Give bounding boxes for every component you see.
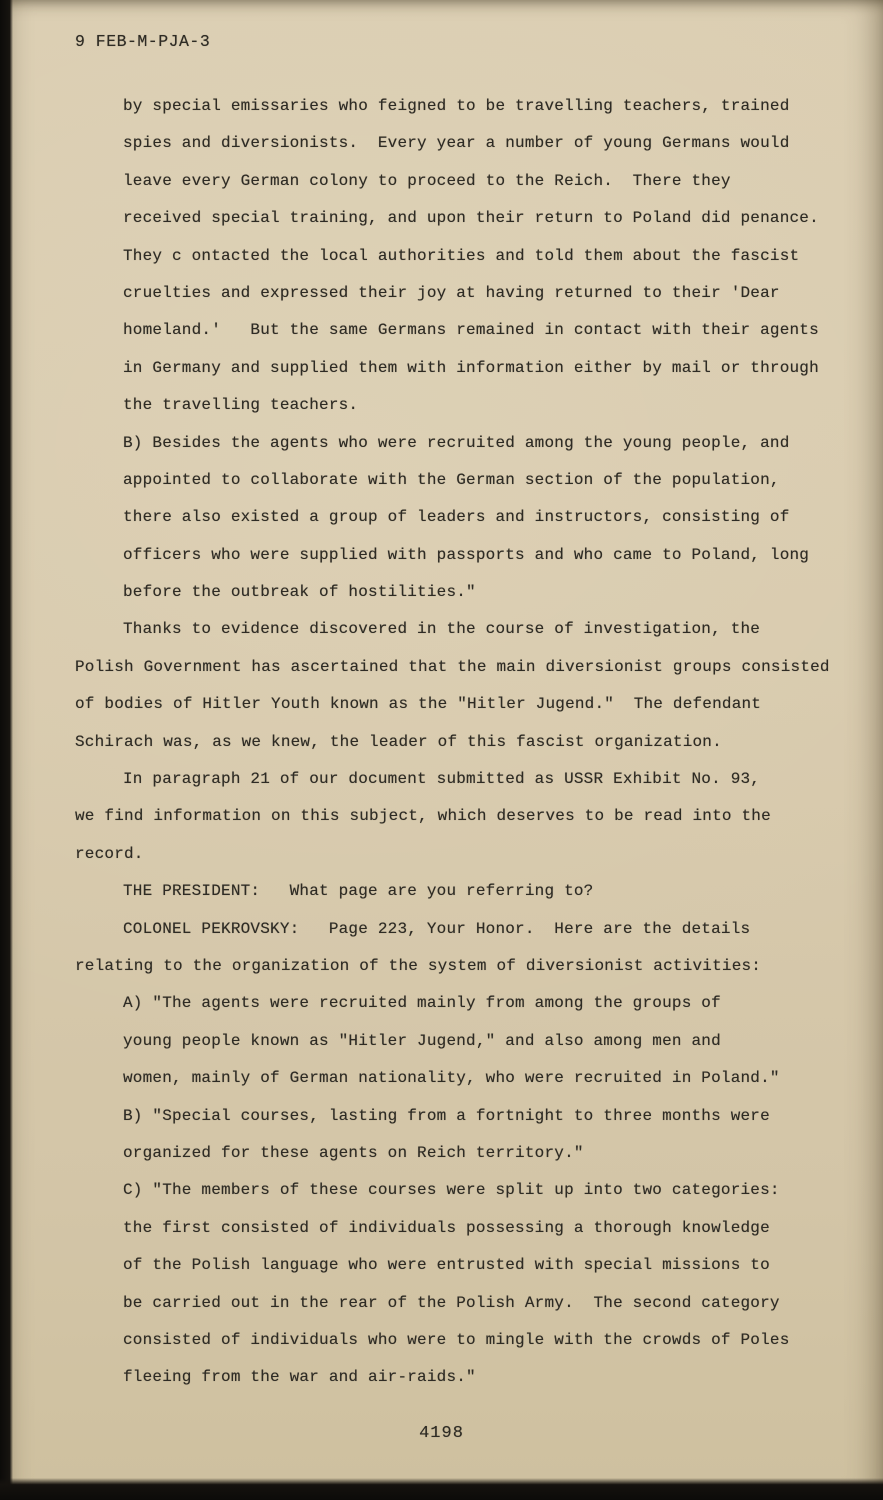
document-line: relating to the organization of the system of diversionist activities: xyxy=(75,956,762,975)
document-line: of bodies of Hitler Youth known as the "Hitler Jugend." The defendant xyxy=(75,695,762,714)
document-line: homeland.' But the same Germans remained in contact with their agents xyxy=(123,321,819,340)
page-number: 4198 xyxy=(419,1424,464,1443)
document-line: Schirach was, as we knew, the leader of this fascist organization. xyxy=(75,732,722,751)
document-line: Thanks to evidence discovered in the course of investigation, the xyxy=(123,620,761,639)
document-line: A) "The agents were recruited mainly from among the groups of xyxy=(123,994,721,1013)
document-line: In paragraph 21 of our document submitted as USSR Exhibit No. 93, xyxy=(123,770,761,789)
document-line: received special training, and upon their return to Poland did penance. xyxy=(123,209,819,228)
document-line: fleeing from the war and air-raids." xyxy=(123,1368,476,1387)
document-line: we find information on this subject, which deserves to be read into the xyxy=(75,807,771,826)
document-line: They c ontacted the local authorities and told them about the fascist xyxy=(123,246,800,265)
document-line: record. xyxy=(75,844,144,863)
document-line: C) "The members of these courses were split up into two categories: xyxy=(123,1181,780,1200)
document-line: there also existed a group of leaders and instructors, consisting of xyxy=(123,508,790,527)
document-line: before the outbreak of hostilities." xyxy=(123,583,476,602)
document-line: organized for these agents on Reich territory." xyxy=(123,1143,584,1162)
document-line: THE PRESIDENT: What page are you referring to? xyxy=(123,882,594,901)
document-line: cruelties and expressed their joy at having returned to their 'Dear xyxy=(123,283,780,302)
document-line: of the Polish language who were entrusted with special missions to xyxy=(123,1256,770,1275)
document-body xyxy=(75,88,835,1397)
document-line: Polish Government has ascertained that the main diversionist groups consisted xyxy=(75,657,830,676)
document-line: appointed to collaborate with the German section of the population, xyxy=(123,470,780,489)
document-line: spies and diversionists. Every year a number of young Germans would xyxy=(123,134,790,153)
document-line: consisted of individuals who were to mingle with the crowds of Poles xyxy=(123,1330,790,1349)
scan-edge-left xyxy=(0,0,13,1500)
document-line: B) Besides the agents who were recruited among the young people, and xyxy=(123,433,790,452)
document-line: the travelling teachers. xyxy=(123,396,359,415)
scan-edge-bottom xyxy=(0,1478,883,1500)
document-line: young people known as "Hitler Jugend," and also among men and xyxy=(123,1031,721,1050)
document-line: leave every German colony to proceed to the Reich. There they xyxy=(123,171,731,190)
document-line: be carried out in the rear of the Polish Army. The second category xyxy=(123,1293,780,1312)
document-line: B) "Special courses, lasting from a fortnight to three months were xyxy=(123,1106,770,1125)
document-line: officers who were supplied with passports and who came to Poland, long xyxy=(123,545,810,564)
document-line: COLONEL PEKROVSKY: Page 223, Your Honor. Here are the details xyxy=(123,919,751,938)
document-header: 9 FEB-M-PJA-3 xyxy=(75,32,211,51)
document-line: in Germany and supplied them with information either by mail or through xyxy=(123,358,819,377)
document-line: by special emissaries who feigned to be travelling teachers, trained xyxy=(123,97,790,115)
document-line: women, mainly of German nationality, who were recruited in Poland." xyxy=(123,1069,780,1088)
document-line: the first consisted of individuals possessing a thorough knowledge xyxy=(123,1218,770,1237)
